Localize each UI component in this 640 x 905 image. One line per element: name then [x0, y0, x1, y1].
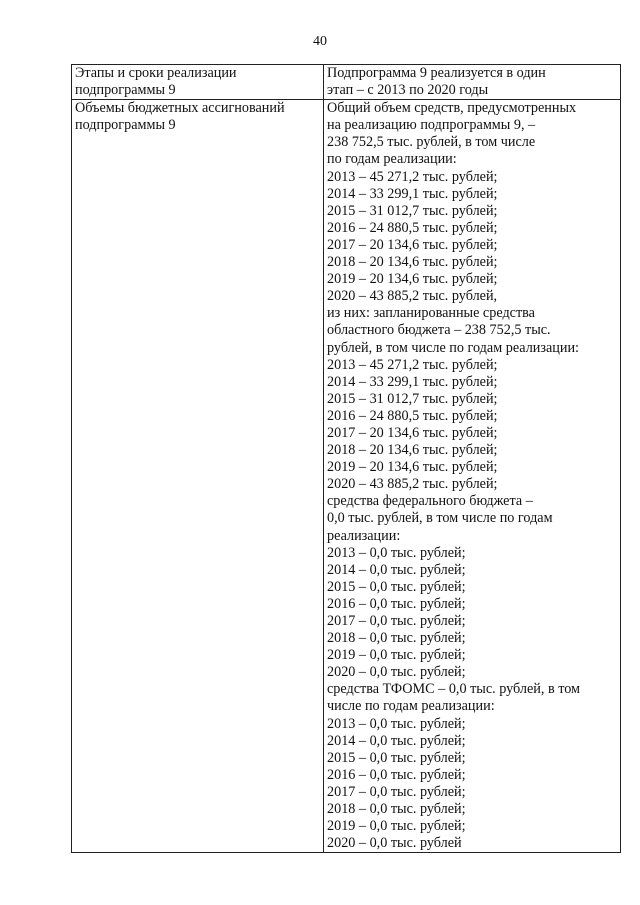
text-line: по годам реализации:: [327, 151, 457, 168]
page-number: 40: [313, 34, 327, 49]
text-line: 2014 – 0,0 тыс. рублей;: [327, 732, 466, 749]
text-line: 2020 – 43 885,2 тыс. рублей,: [327, 288, 498, 305]
subprogram-passport-table: [71, 64, 621, 853]
cell-lines: [327, 65, 617, 99]
text-line: реализации:: [327, 527, 401, 544]
text-line: 2018 – 0,0 тыс. рублей;: [327, 801, 466, 818]
text-line: 2016 – 24 880,5 тыс. рублей;: [327, 219, 498, 236]
text-line: 2015 – 0,0 тыс. рублей;: [327, 578, 466, 595]
table-row-stages: [72, 65, 621, 100]
text-line: 2015 – 31 012,7 тыс. рублей;: [327, 202, 498, 219]
text-line: Подпрограмма 9 реализуется в один: [327, 65, 546, 81]
text-line: 2016 – 24 880,5 тыс. рублей;: [327, 407, 498, 424]
text-line: 2019 – 0,0 тыс. рублей;: [327, 647, 466, 664]
text-line: 2013 – 45 271,2 тыс. рублей;: [327, 168, 498, 185]
text-line: 2018 – 20 134,6 тыс. рублей;: [327, 254, 498, 271]
cell-lines: [327, 100, 617, 852]
text-line: рублей, в том числе по годам реализации:: [327, 339, 579, 356]
table-row-budget: [72, 100, 621, 853]
text-line: 2018 – 0,0 тыс. рублей;: [327, 630, 466, 647]
text-line: областного бюджета – 238 752,5 тыс.: [327, 322, 551, 339]
text-line: Объемы бюджетных ассигнований: [75, 100, 285, 117]
text-line: 2015 – 0,0 тыс. рублей;: [327, 749, 466, 766]
text-line: 0,0 тыс. рублей, в том числе по годам: [327, 510, 553, 527]
text-line: 2013 – 45 271,2 тыс. рублей;: [327, 356, 498, 373]
text-line: 2013 – 0,0 тыс. рублей;: [327, 544, 466, 561]
cell-budget-label: [72, 100, 324, 853]
text-line: 2019 – 0,0 тыс. рублей;: [327, 818, 466, 835]
text-line: 2016 – 0,0 тыс. рублей;: [327, 766, 466, 783]
cell-stages-value: [324, 65, 621, 100]
text-line: 2017 – 20 134,6 тыс. рублей;: [327, 236, 498, 253]
text-line: 2020 – 0,0 тыс. рублей: [327, 835, 462, 852]
text-line: из них: запланированные средства: [327, 305, 535, 322]
text-line: 2020 – 43 885,2 тыс. рублей;: [327, 476, 498, 493]
text-line: 2013 – 0,0 тыс. рублей;: [327, 715, 466, 732]
cell-stages-label: [72, 65, 324, 100]
text-line: числе по годам реализации:: [327, 698, 495, 715]
cell-lines: [75, 100, 320, 134]
text-line: подпрограммы 9: [75, 117, 176, 134]
text-line: этап – с 2013 по 2020 годы: [327, 82, 489, 99]
cell-lines: [75, 65, 320, 99]
text-line: средства федерального бюджета –: [327, 493, 533, 510]
text-line: 2019 – 20 134,6 тыс. рублей;: [327, 459, 498, 476]
text-line: средства ТФОМС – 0,0 тыс. рублей, в том: [327, 681, 581, 698]
text-line: подпрограммы 9: [75, 82, 176, 99]
text-line: 2014 – 0,0 тыс. рублей;: [327, 561, 466, 578]
text-line: Общий объем средств, предусмотренных: [327, 100, 577, 117]
text-line: 2019 – 20 134,6 тыс. рублей;: [327, 271, 498, 288]
text-line: на реализацию подпрограммы 9, –: [327, 117, 536, 134]
text-line: 2016 – 0,0 тыс. рублей;: [327, 595, 466, 612]
text-line: 2015 – 31 012,7 тыс. рублей;: [327, 390, 498, 407]
text-line: 2017 – 0,0 тыс. рублей;: [327, 783, 466, 800]
text-line: 238 752,5 тыс. рублей, в том числе: [327, 134, 536, 151]
text-line: 2020 – 0,0 тыс. рублей;: [327, 664, 466, 681]
text-line: 2018 – 20 134,6 тыс. рублей;: [327, 442, 498, 459]
text-line: 2017 – 0,0 тыс. рублей;: [327, 613, 466, 629]
text-line: 2014 – 33 299,1 тыс. рублей;: [327, 185, 498, 202]
text-line: 2017 – 20 134,6 тыс. рублей;: [327, 424, 498, 441]
text-line: Этапы и сроки реализации: [75, 65, 237, 81]
text-line: 2014 – 33 299,1 тыс. рублей;: [327, 373, 498, 390]
cell-budget-value: [324, 100, 621, 853]
